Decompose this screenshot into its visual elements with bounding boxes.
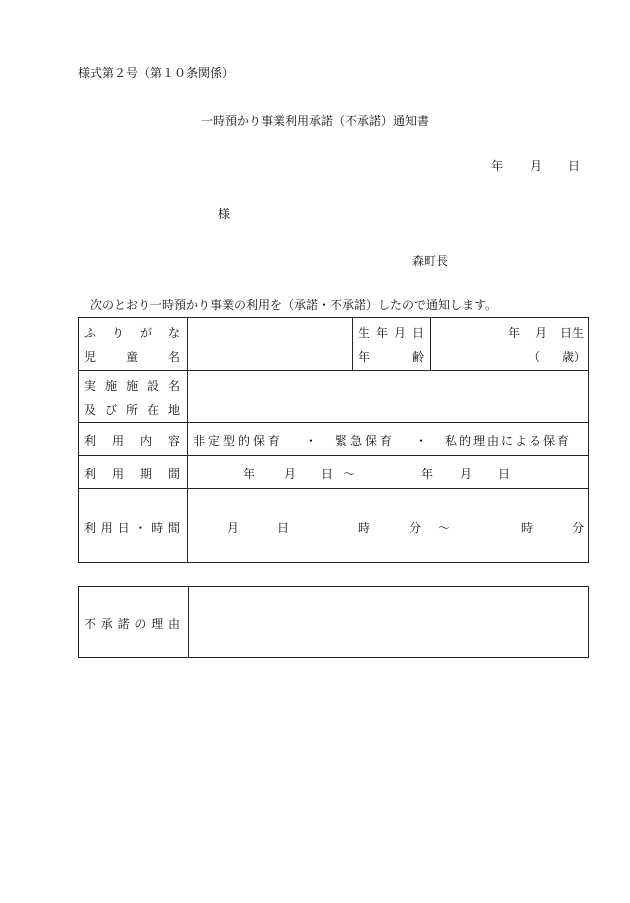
time-minute-start: 分 [409, 521, 422, 535]
option-private-reason-care: 私的理由による保育 [445, 434, 572, 448]
time-minute-end: 分 [572, 521, 585, 535]
divider [352, 317, 353, 370]
period-start-year: 年 [243, 467, 256, 481]
addressee-suffix: 様 [218, 207, 231, 221]
birth-year-label: 年 [508, 326, 521, 340]
facility-label-line1 [84, 377, 180, 394]
child-name-label [84, 348, 180, 365]
time-tilde: ～ [438, 521, 451, 535]
label-char: 不 [84, 617, 97, 631]
birthdate-label [358, 324, 424, 341]
furigana-label [84, 324, 180, 341]
label-char: 施 [104, 379, 117, 393]
divider [78, 488, 589, 489]
divider [430, 317, 431, 370]
label-char: 間 [167, 467, 180, 481]
age-label [358, 348, 424, 365]
label-char: 由 [167, 617, 180, 631]
divider [187, 317, 188, 563]
label-char: 用 [111, 467, 124, 481]
period-end-year: 年 [421, 467, 434, 481]
label-char: 施 [125, 379, 138, 393]
label-char: 在 [146, 403, 159, 417]
time-day: 日 [277, 521, 290, 535]
label-char: 期 [139, 467, 152, 481]
divider [78, 422, 589, 423]
label-char: 用 [100, 521, 113, 535]
label-char: 生 [358, 326, 371, 340]
period-tilde: ～ [343, 467, 356, 481]
label-char: 諾 [117, 617, 130, 631]
document-title: 一時預かり事業利用承諾（不承諾）通知書 [200, 114, 429, 128]
label-char: 利 [84, 521, 97, 535]
date-day-label: 日 [568, 159, 581, 173]
issuer-name: 森町長 [412, 254, 449, 268]
label-char: 児 [84, 350, 97, 364]
intro-text: 次のとおり一時預かり事業の利用を（承諾・不承諾）したので通知します。 [90, 298, 498, 312]
period-label [84, 465, 180, 482]
label-char: 年 [358, 350, 371, 364]
label-char: 齢 [411, 350, 424, 364]
reason-label [84, 615, 180, 632]
label-char: 容 [167, 434, 180, 448]
label-char: 用 [111, 434, 124, 448]
label-char: 及 [84, 403, 97, 417]
label-char: 承 [100, 617, 113, 631]
label-char: ふ [84, 326, 97, 340]
label-char: 設 [146, 379, 159, 393]
birth-month-label: 月 [535, 326, 548, 340]
option-separator: ・ [305, 434, 318, 448]
label-char: 名 [167, 350, 180, 364]
label-char: り [111, 326, 124, 340]
birth-day-label: 日生 [560, 326, 585, 340]
time-hour-start: 時 [358, 521, 371, 535]
label-char: 利 [84, 467, 97, 481]
label-char: び [104, 403, 117, 417]
label-char: 理 [151, 617, 164, 631]
label-char: 月 [393, 326, 406, 340]
content-label [84, 432, 180, 449]
time-hour-end: 時 [521, 521, 534, 535]
label-char: 所 [125, 403, 138, 417]
label-char: 実 [84, 379, 97, 393]
label-char: 日 [117, 521, 130, 535]
period-start-day: 日 [321, 467, 334, 481]
label-char: 童 [125, 350, 138, 364]
label-char: 時 [151, 521, 164, 535]
age-open-paren: （ [528, 350, 541, 364]
label-char: 間 [167, 521, 180, 535]
label-char: 地 [167, 403, 180, 417]
label-char: ・ [134, 521, 147, 535]
form-number: 様式第２号（第１０条関係） [78, 66, 235, 80]
label-char: が [139, 326, 152, 340]
divider [78, 370, 589, 371]
label-char: 利 [84, 434, 97, 448]
divider [188, 586, 189, 658]
period-end-day: 日 [498, 467, 511, 481]
divider [78, 455, 589, 456]
label-char: 名 [167, 379, 180, 393]
label-char: 年 [375, 326, 388, 340]
time-label [84, 519, 180, 536]
period-start-month: 月 [284, 467, 297, 481]
date-month-label: 月 [530, 159, 543, 173]
age-unit-label: 歳） [562, 350, 587, 364]
option-atypical-care: 非定型的保育 [193, 434, 284, 448]
date-year-label: 年 [491, 159, 504, 173]
label-char: 内 [139, 434, 152, 448]
option-emergency-care: 緊急保育 [335, 434, 396, 448]
period-end-month: 月 [460, 467, 473, 481]
facility-label-line2 [84, 401, 180, 418]
time-month: 月 [227, 521, 240, 535]
label-char: の [134, 617, 147, 631]
label-char: 日 [411, 326, 424, 340]
option-separator: ・ [415, 434, 428, 448]
label-char: な [167, 326, 180, 340]
